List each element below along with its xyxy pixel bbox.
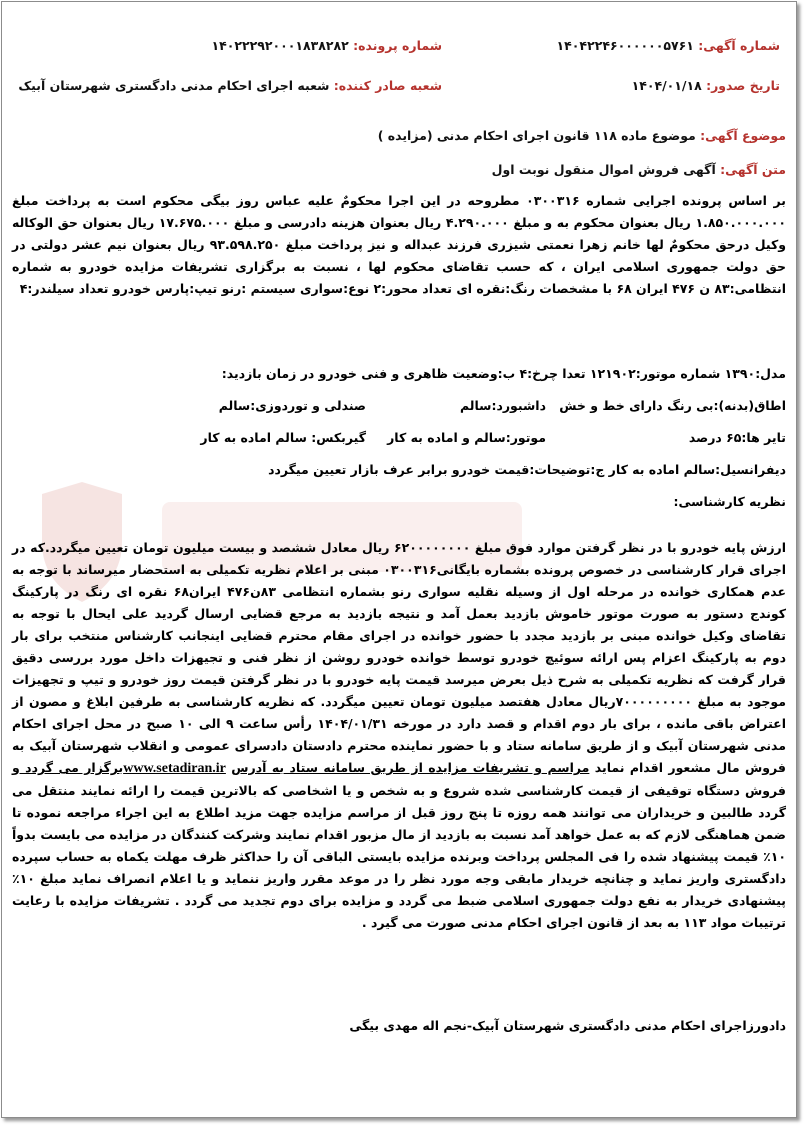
opinion-part1: ارزش پایه خودرو با در نظر گرفتن موارد فوق مبلغ ۶۲۰۰۰۰۰۰۰۰ ریال معادل ششصد و بیست میلیون تومان تعیین میگردد.که در اجرای قرار کارشناسی در خصوص پرونده بشماره بایگانی۰۳۰۰۳۱۶ مبنی بر اعلام نظریه تکمیلی به استحضار میرساند با توجه به عدم همکاری خوانده در مرحله اول از وسیله نقلیه سواری رنو بشماره انتظامی ۸۳ن۴۷۶ ایران۶۸ نقره ای رنگ در پارکینگ کوندج دستور به صورت موتور خاموش بازدید بعمل آمد و نتیجه بازدید به مرجع قضایی ارسال گردید علی ایحال با توجه به تقاضای وکیل خوانده مبنی بر بازدید مجدد با حضور خوانده در اجرای مقام محترم قضایی اینجانب کارشناس منتخب برای بار دوم به پارکینگ اعزام پس ارائه سوئیچ خودرو توسط خوانده خودرو روشن از نظر فنی و تجیهزات داخل مورد بررسی دقیق قرار گرفت که نظریه تکمیلی به شرح ذیل بعرض میرسد قیمت پایه خودرو با در نظر گرفتن قیمت روز خودرو و تیپ و تجهیزات موجود به مبلغ ۷۰۰۰۰۰۰۰۰۰ریال معادل هفتصد میلیون تومان تعیین میگردد. که نظریه کارشناسی به طرفین ابلاغ و مصون از اعتراض باقی مانده ، برای بار دوم اقدام و قصد دارد در مورخه ۱۴۰۴/۰۱/۳۱ رأس ساعت ۹ الی ۱۰ صبح در محل اجرای احکام مدنی شهرستان آبیک و از طریق سامانه ستاد و با حضور نماینده محترم دادستان دادسرای عمومی و انقلاب شهرستان آبیک به فروش مال مشعور اقدام نماید	[12, 540, 787, 775]
case-number-label: شماره پرونده:	[353, 38, 442, 53]
spec-tires: تایر ها:۶۵ درصد	[688, 430, 786, 445]
spec-engine: موتور:سالم و اماده به کار	[387, 430, 546, 445]
notice-number-value: ۱۴۰۴۲۲۴۶۰۰۰۰۰۰۵۷۶۱	[556, 38, 694, 53]
opinion-paragraph	[12, 537, 786, 934]
text-title-value: آگهی فروش اموال منقول نوبت اول	[491, 162, 716, 177]
text-title	[492, 162, 786, 177]
notice-number-label: شماره آگهی:	[698, 38, 780, 53]
auction-link-text: مراسم و تشریفات مزایده از طریق سامانه ستاد به آدرس	[231, 760, 590, 775]
spec-gearbox: گیربکس: سالم اماده به کار	[200, 430, 366, 445]
issue-date-label: تاریخ صدور:	[706, 78, 780, 93]
opinion-part2: فروش دستگاه توقیفی از قیمت کارشناسی شده شروع و به شخص و یا اشخاصی که بالاترین قیمت را ارائه نمایند منتقل می گردد طالبین و خریداران می توانند همه روزه تا پنج روز قبل از مراسم مزایده جهت مزید اطلاع به این اجراء مراجعه نموده تا ضمن هماهنگی لازم که به عمل خواهد آمد نسبت به بازدید از مال مزبور اقدام نمایند وشرکت کنندگان در مزایده می بایست بدواً ۱۰٪ قیمت پیشنهاد شده را فی المجلس پرداخت وبرنده مزایده بایستی الباقی آن را حداکثر ظرف مهلت یکماه به حساب سپرده دادگستری واریز نماید و چنانچه خریدار مابقی وجه مورد نظر را در موعد مقرر واریز ننماید و یا اعلام انصراف نماید مبلغ ۱۰٪ پیشنهادی خریدار به نفع دولت جمهوری اسلامی ضبط می گردد و مزایده برای دوم تجدید می گردد . تشریفات مزایده با رعایت ترتیبات مواد ۱۱۳ به بعد از قانون اجرای احکام مدنی صورت می گیرد .	[12, 783, 786, 930]
auction-link-suffix: برگزار می گردد و	[12, 760, 124, 775]
issue-date-value: ۱۴۰۴/۰۱/۱۸	[631, 78, 702, 93]
setadiran-link[interactable]: www.setadiran.ir	[123, 761, 226, 776]
closing-signature: دادورزاجرای احکام مدنی دادگستری شهرستان آبیک-نجم اله مهدی بیگی	[349, 1018, 786, 1033]
spec-differential: دیفرانسیل:سالم اماده به کار ج:توضیحات:قیمت خودرو برابر عرف بازار تعیین میگردد	[268, 462, 786, 477]
issue-date	[632, 78, 780, 93]
issuer-label: شعبه صادر کننده:	[333, 78, 442, 93]
text-title-label: متن آگهی:	[720, 162, 786, 177]
vehicle-specs	[12, 366, 786, 516]
notice-number	[557, 38, 780, 53]
specs-line1: مدل:۱۳۹۰ شماره موتور:۱۲۱۹۰۲ تعدا چرخ:۴ ب:وضعیت ظاهری و فنی خودرو در زمان بازدید:	[221, 366, 786, 381]
spec-dashboard: داشبورد:سالم	[459, 398, 546, 413]
case-number	[211, 38, 442, 53]
issuer-value: شعبه اجرای احکام مدنی دادگستری شهرستان آبیک	[18, 78, 330, 93]
opinion-label: نظریه کارشناسی:	[673, 494, 786, 509]
subject	[378, 128, 786, 143]
document-frame	[1, 1, 797, 1118]
spec-seats: صندلی و توردوزی:سالم	[218, 398, 366, 413]
intro-paragraph: بر اساس پرونده اجرایی شماره ۰۳۰۰۳۱۶ مطروحه در این اجرا محکومٌ علیه عباس روز بیگی محکوم است به پرداخت مبلغ ۱.۸۵۰.۰۰۰.۰۰۰ ریال بعنوان محکوم به و مبلغ ۴.۲۹۰.۰۰۰ ریال بعنوان هزینه دادرسی و مبلغ ۱۷.۶۷۵.۰۰۰ ریال بعنوان حق الوکاله وکیل درحق محکومٌ لها خانم زهرا نعمتی شیزری فرزند عبداله و نیز پرداخت مبلغ ۹۳.۵۹۸.۲۵۰ ریال بعنوان نیم عشر دولتی در حق دولت جمهوری اسلامی ایران ، که حسب تقاضای محکوم لها ، نسبت به برگزاری تشریفات مزایده خودرو به شماره انتظامی:۸۳ ن ۴۷۶ ایران ۶۸ با مشخصات رنگ:نقره ای تعداد محور:۲ نوع:سواری سیستم :رنو تیپ:پارس خودرو تعداد سیلندر:۴	[12, 193, 787, 296]
spec-cabin: اطاق(بدنه):بی رنگ دارای خط و خش	[559, 398, 786, 413]
issuer	[18, 78, 442, 93]
subject-label: موضوع آگهی:	[700, 128, 786, 143]
subject-value: موضوع ماده ۱۱۸ قانون اجرای احکام مدنی (مزایده )	[377, 128, 696, 143]
case-number-value: ۱۴۰۲۲۲۹۲۰۰۰۱۸۳۸۲۸۲	[211, 38, 349, 53]
